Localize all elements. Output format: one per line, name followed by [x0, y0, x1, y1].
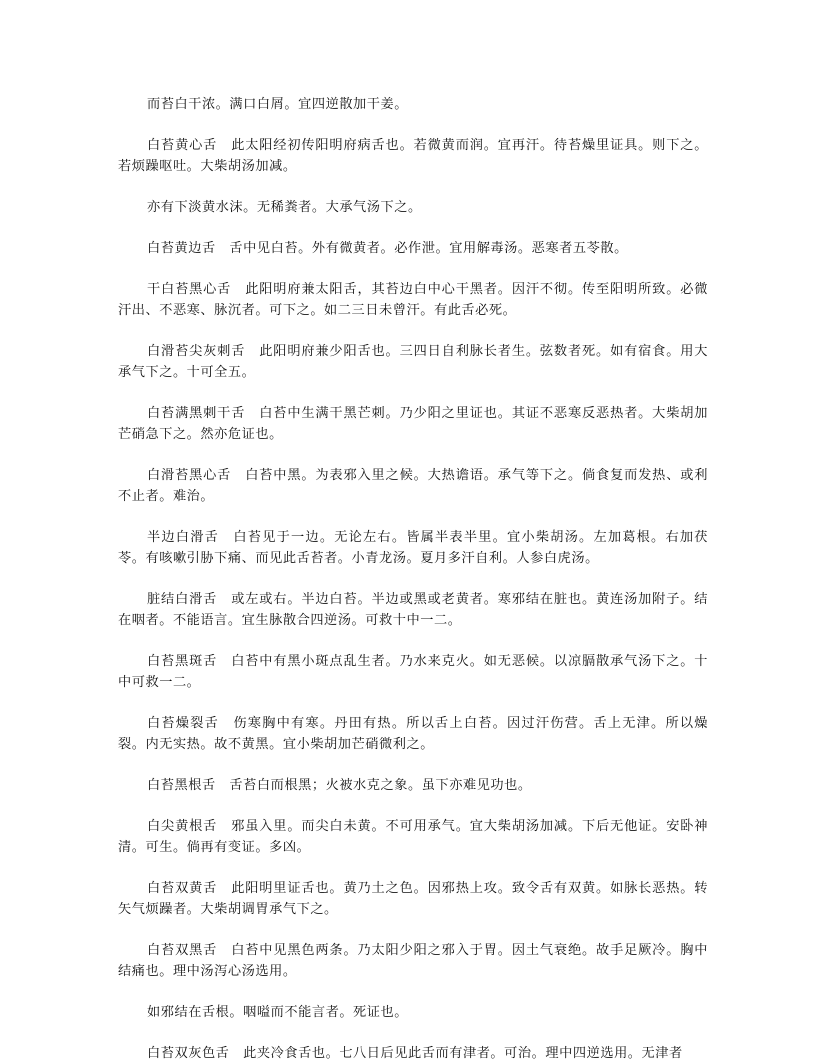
paragraph: 半边白滑舌 白苔见于一边。无论左右。皆属半表半里。宜小柴胡汤。左加葛根。右加茯苓。有咳嗽引胁下痛、而见此舌苔者。小青龙汤。夏月多汗自利。人参白虎汤。	[118, 530, 708, 566]
paragraph: 白苔黄边舌 舌中见白苔。外有微黄者。必作泄。宜用解毒汤。恶寒者五苓散。	[147, 241, 628, 256]
paragraph: 白滑苔黑心舌 白苔中黑。为表邪入里之候。大热谵语。承气等下之。倘食复而发热、或利不止者。难治。	[118, 468, 708, 504]
paragraph: 白苔黄心舌 此太阳经初传阳明府病舌也。若微黄而润。宜再汗。待苔燥里证具。则下之。若烦躁呕吐。大柴胡汤加减。	[118, 138, 708, 174]
paragraph: 白苔双灰色舌 此夹冷食舌也。七八日后见此舌而有津者。可治。理中四逆选用。无津者	[147, 1046, 683, 1061]
paragraph: 亦有下淡黄水沫。无稀粪者。大承气汤下之。	[147, 200, 422, 215]
paragraph: 白滑苔尖灰刺舌 此阳明府兼少阳舌也。三四日自利脉长者生。弦数者死。如有宿食。用大承气下之。十可全五。	[118, 344, 708, 380]
paragraph: 白苔满黑刺干舌 白苔中生满干黑芒刺。乃少阳之里证也。其证不恶寒反恶热者。大柴胡加芒硝急下之。然亦危证也。	[118, 406, 708, 442]
paragraph: 白苔双黄舌 此阳明里证舌也。黄乃土之色。因邪热上攻。致令舌有双黄。如脉长恶热。转矢气烦躁者。大柴胡调胃承气下之。	[118, 881, 708, 917]
paragraph: 脏结白滑舌 或左或右。半边白苔。半边或黑或老黄者。寒邪结在脏也。黄连汤加附子。结在咽者。不能语言。宜生脉散合四逆汤。可救十中一二。	[118, 592, 708, 628]
paragraph: 白苔黑斑舌 白苔中有黑小斑点乱生者。乃水来克火。如无恶候。以凉膈散承气汤下之。十中可救一二。	[118, 654, 708, 690]
paragraph: 而苔白干浓。满口白屑。宜四逆散加干姜。	[147, 97, 409, 112]
paragraph: 干白苔黑心舌 此阳明府兼太阳舌，其苔边白中心干黑者。因汗不彻。传至阳明所致。必微汗出、不恶寒、脉沉者。可下之。如二三日未曾汗。有此舌必死。	[118, 282, 708, 318]
paragraph: 白苔双黑舌 白苔中见黑色两条。乃太阳少阳之邪入于胃。因土气衰绝。故手足厥冷。胸中结痛也。理中汤泻心汤选用。	[118, 943, 708, 979]
paragraph: 白尖黄根舌 邪虽入里。而尖白未黄。不可用承气。宜大柴胡汤加减。下后无他证。安卧神清。可生。倘再有变证。多凶。	[118, 819, 708, 855]
paragraph: 白苔黑根舌 舌苔白而根黑；火被水克之象。虽下亦难见功也。	[147, 778, 532, 793]
paragraph: 如邪结在舌根。咽嗌而不能言者。死证也。	[147, 1005, 409, 1020]
paragraph: 白苔燥裂舌 伤寒胸中有寒。丹田有热。所以舌上白苔。因过汗伤营。舌上无津。所以燥裂。内无实热。故不黄黑。宜小柴胡加芒硝微利之。	[118, 716, 708, 752]
